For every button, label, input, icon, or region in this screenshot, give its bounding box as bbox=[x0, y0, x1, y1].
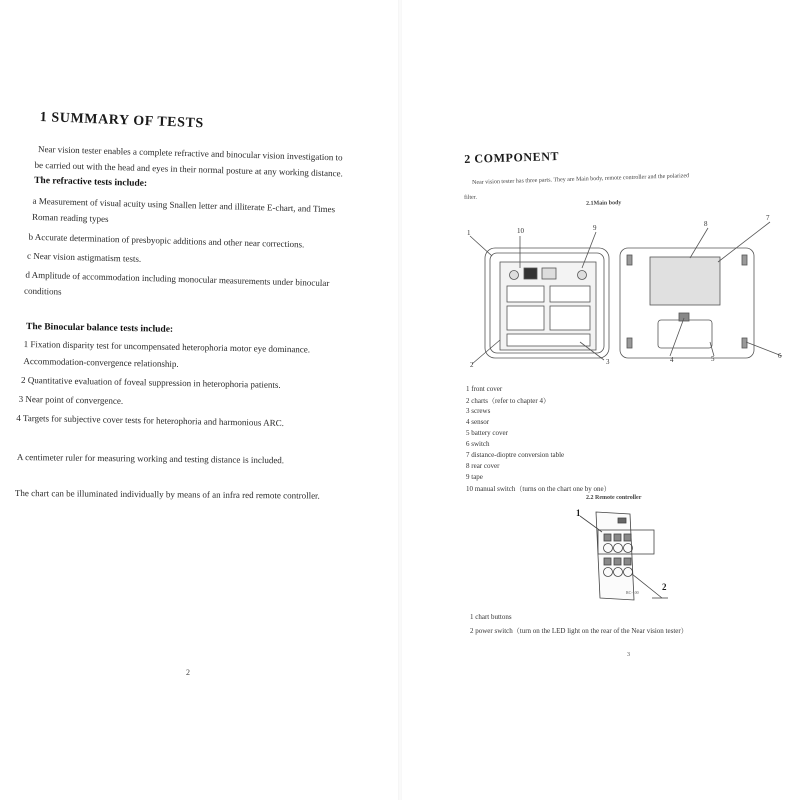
remote-key-1 bbox=[604, 534, 611, 541]
intro-line-1: Near vision tester enables a complete refractive and binocular vision investigation to bbox=[37, 143, 343, 163]
diagram-label-6: 6 bbox=[778, 352, 782, 360]
diagram-label-8: 8 bbox=[704, 220, 708, 228]
intro-line-2: be carried out with the head and eyes in their normal posture at any working distance. bbox=[34, 159, 344, 179]
refractive-item-b: b Accurate determination of presbyopic additions and other near corrections. bbox=[28, 231, 305, 250]
binocular-item-1: 1 Fixation disparity test for uncompensated heterophoria motor eye dominance. bbox=[23, 338, 311, 355]
main-body-diagram bbox=[460, 210, 800, 370]
right-page bbox=[400, 0, 800, 800]
left-page bbox=[0, 0, 400, 800]
manual-switch-knob-right bbox=[578, 271, 587, 280]
ruler-note: A centimeter ruler for measuring working and testing distance is included. bbox=[16, 452, 285, 466]
battery-cover bbox=[658, 320, 712, 348]
summary-title: 1 SUMMARY OF TESTS bbox=[39, 110, 205, 132]
diagram-label-7: 7 bbox=[766, 214, 770, 222]
remote-heading: 2.2 Remote controller bbox=[586, 495, 642, 501]
refractive-item-c: c Near vision astigmatism tests. bbox=[26, 250, 142, 264]
chart-selector-block bbox=[524, 268, 537, 279]
right-page-number: 3 bbox=[627, 652, 630, 658]
remote-controller-diagram bbox=[570, 508, 680, 608]
remote-key-5 bbox=[614, 558, 621, 565]
parts-list-item: 8 rear cover bbox=[466, 462, 500, 470]
diagram-label-5: 5 bbox=[711, 355, 715, 363]
parts-list-item: 4 sensor bbox=[466, 418, 490, 426]
chart-note: The chart can be illuminated individually by means of an infra red remote controller. bbox=[14, 488, 320, 501]
binocular-item-3: 3 Near point of convergence. bbox=[18, 393, 124, 406]
component-intro-line-2: filter. bbox=[464, 194, 478, 201]
refractive-heading: The refractive tests include: bbox=[33, 175, 148, 190]
refractive-item-a: a Measurement of visual acuity using Snallen letter and illiterate E-chart, and Times bbox=[32, 195, 336, 215]
binocular-heading: The Binocular balance tests include: bbox=[25, 322, 174, 335]
parts-list-item: 3 screws bbox=[466, 407, 491, 415]
binocular-item-2: 2 Quantitative evaluation of foveal suppression in heterophoria patients. bbox=[20, 374, 281, 390]
parts-list-item: 6 switch bbox=[466, 440, 490, 448]
remote-callout-2: 2 bbox=[662, 582, 667, 592]
parts-list-item: 7 distance-dioptre conversion table bbox=[466, 451, 565, 459]
remote-legend-item: 1 chart buttons bbox=[470, 613, 512, 621]
diagram-label-1: 1 bbox=[467, 229, 471, 237]
diagram-label-4: 4 bbox=[670, 356, 674, 364]
remote-callout-1: 1 bbox=[576, 508, 581, 518]
refractive-item-a-cont: Roman reading types bbox=[31, 211, 109, 224]
parts-list-item: 9 tape bbox=[466, 473, 483, 481]
remote-key-3 bbox=[624, 534, 631, 541]
manual-switch-knob-left bbox=[510, 271, 519, 280]
remote-body bbox=[596, 512, 634, 600]
parts-list-item: 10 manual switch（turns on the chart one by one） bbox=[466, 485, 611, 493]
binocular-item-4: 4 Targets for subjective cover tests for heterophoria and harmonious ARC. bbox=[16, 412, 285, 428]
remote-key-6 bbox=[624, 558, 631, 565]
diagram-label-9: 9 bbox=[593, 224, 597, 232]
refractive-item-d: d Amplitude of accommodation including monocular measurements under binocular bbox=[25, 269, 330, 289]
remote-key-4 bbox=[604, 558, 611, 565]
component-title: 2 COMPONENT bbox=[464, 149, 560, 166]
indicator-block bbox=[542, 268, 556, 279]
left-page-number: 2 bbox=[186, 668, 190, 677]
remote-power-indicator bbox=[618, 518, 626, 523]
remote-key-2 bbox=[614, 534, 621, 541]
parts-list-item: 5 battery cover bbox=[466, 429, 508, 437]
sensor-window bbox=[679, 313, 689, 321]
remote-model-label: RC-100 bbox=[626, 590, 639, 595]
main-body-heading: 2.1Main body bbox=[586, 200, 622, 207]
parts-list-item: 1 front cover bbox=[466, 385, 503, 393]
diagram-label-3: 3 bbox=[606, 358, 610, 366]
diagram-label-10: 10 bbox=[517, 227, 524, 235]
parts-list-item: 2 charts（refer to chapter 4） bbox=[466, 397, 550, 405]
rear-table-panel bbox=[650, 257, 720, 305]
binocular-item-1-cont: Accommodation-convergence relationship. bbox=[23, 355, 179, 369]
component-intro-line-1: Near vision tester has three parts. They are Main body, remote controller and the polarized bbox=[472, 173, 690, 186]
refractive-item-d-cont: conditions bbox=[23, 285, 62, 297]
diagram-label-2: 2 bbox=[470, 361, 474, 369]
remote-legend-item: 2 power switch（turn on the LED light on the rear of the Near vision tester） bbox=[470, 627, 688, 635]
